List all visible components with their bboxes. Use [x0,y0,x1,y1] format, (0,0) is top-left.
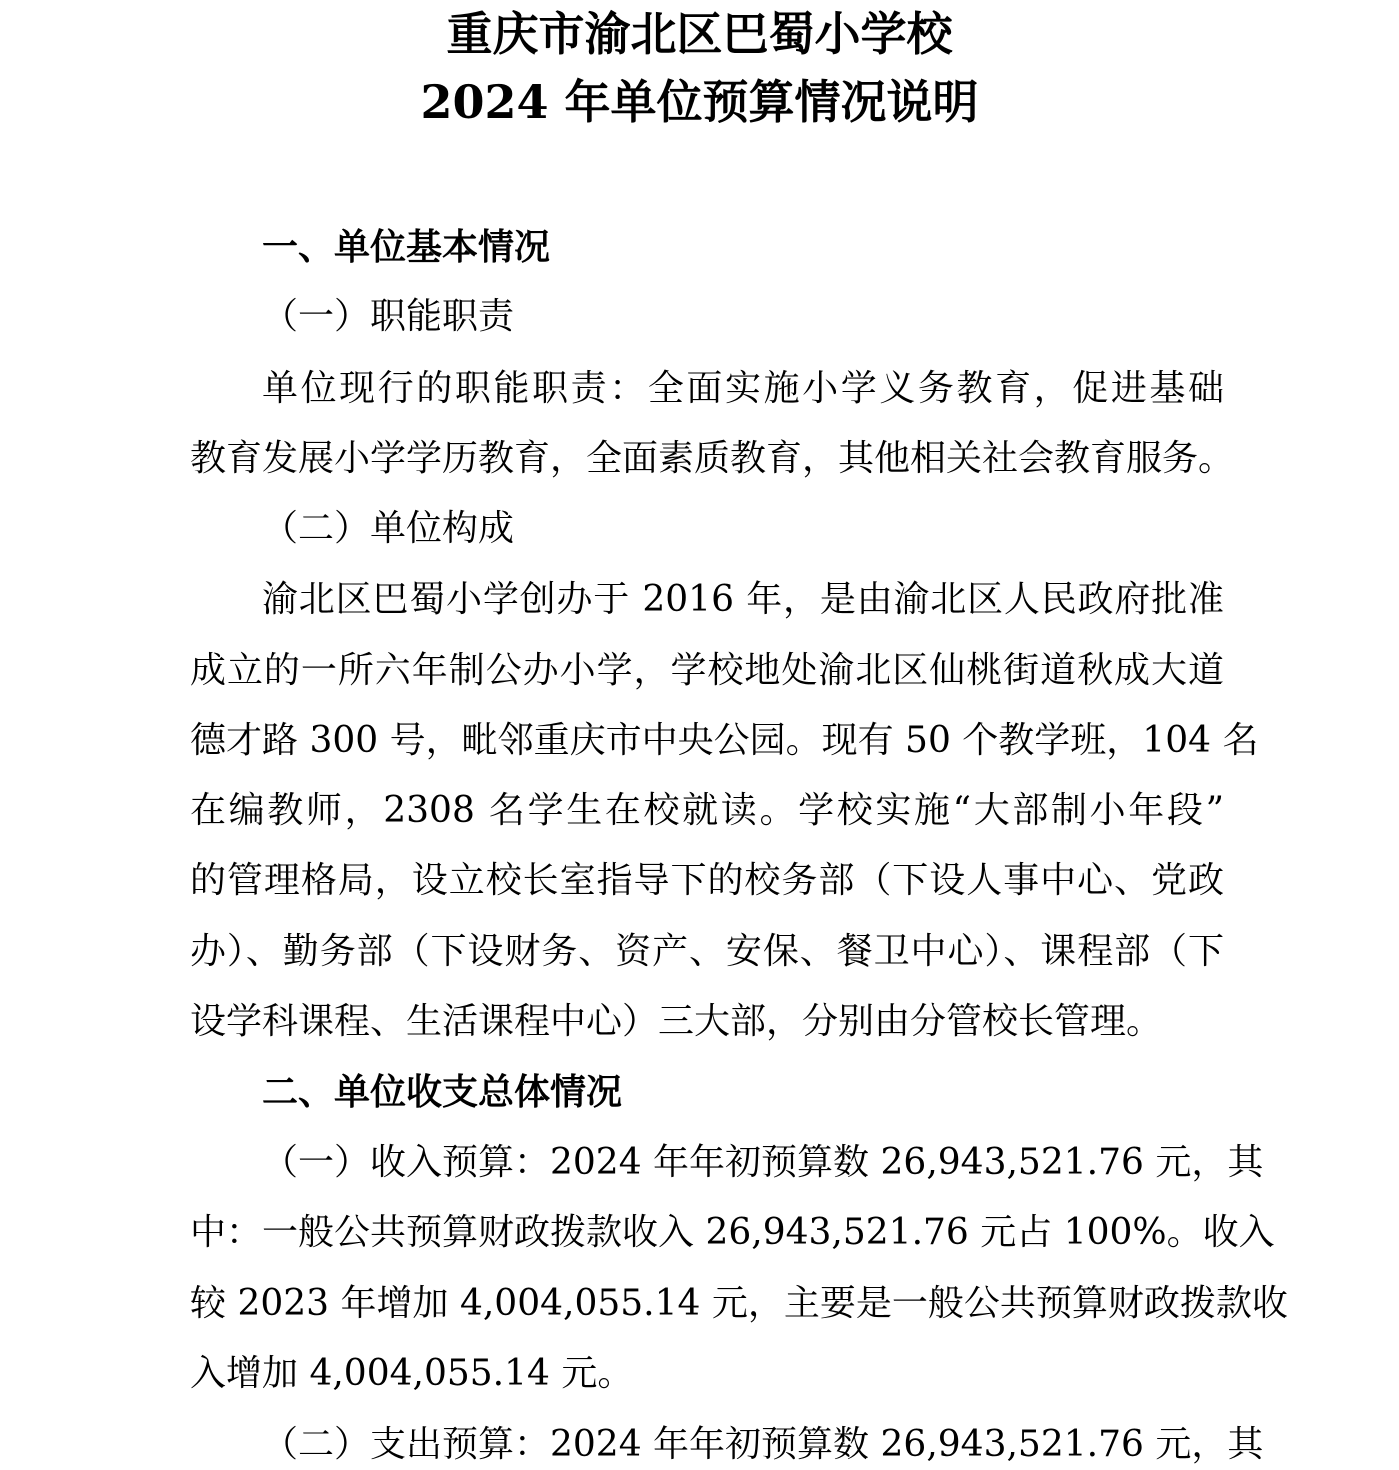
paragraph-line: （一）收入预算：2024 年年初预算数 26,943,521.76 元，其 [262,1142,1264,1183]
paragraph-line: 在编教师，2308 名学生在校就读。学校实施“大部制小年段” [190,790,1224,831]
paragraph-line: 教育发展小学学历教育，全面素质教育，其他相关社会教育服务。 [190,438,1235,479]
paragraph-line: 单位现行的职能职责：全面实施小学义务教育，促进基础 [262,368,1224,409]
subsection-composition-heading: （二）单位构成 [262,508,515,549]
paragraph-line: 设学科课程、生活课程中心）三大部，分别由分管校长管理。 [190,1001,1163,1042]
section2-heading: 二、单位收支总体情况 [262,1071,623,1113]
paragraph-line: 的管理格局，设立校长室指导下的校务部（下设人事中心、党政 [190,860,1224,901]
subsection-duties-heading: （一）职能职责 [262,296,515,337]
paragraph-line: 办）、勤务部（下设财务、资产、安保、餐卫中心）、课程部（下 [190,931,1224,972]
paragraph-line: 入增加 4,004,055.14 元。 [190,1353,634,1394]
paragraph-line: 成立的一所六年制公办小学，学校地处渝北区仙桃街道秋成大道 [190,650,1224,691]
paragraph-line: 较 2023 年增加 4,004,055.14 元，主要是一般公共预算财政拨款收 [190,1283,1288,1324]
document-title-line2: 2024 年单位预算情况说明 [420,75,979,129]
paragraph-line: 德才路 300 号，毗邻重庆市中央公园。现有 50 个教学班，104 名 [190,720,1259,761]
document-title-line1: 重庆市渝北区巴蜀小学校 [446,7,953,61]
paragraph-line: 渝北区巴蜀小学创办于 2016 年，是由渝北区人民政府批准 [262,579,1224,620]
section1-heading: 一、单位基本情况 [262,226,551,268]
paragraph-line: （二）支出预算：2024 年年初预算数 26,943,521.76 元，其 [262,1424,1264,1465]
paragraph-line: 中：一般公共预算财政拨款收入 26,943,521.76 元占 100%。收入 [190,1212,1275,1253]
